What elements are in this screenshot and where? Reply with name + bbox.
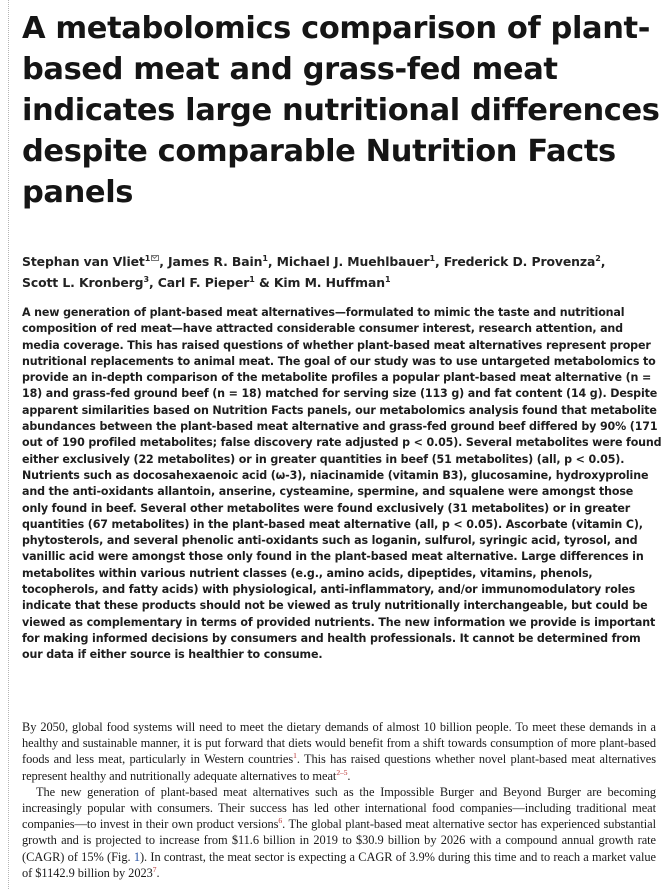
article-body [22,719,656,881]
body-text-run: By 2050, global food systems will need to meet the dietary demands of almost 10 billion people. To meet these demands in a healthy and sustainable manner, it is put forward that diets would benefit from a shift towards consumption of more plant-based foods and less meat, particularly in Western countries [22,720,656,767]
figure-link[interactable]: 1 [133,849,140,864]
citation-ref[interactable]: 1 [293,751,297,761]
body-text-run: The new generation of plant-based meat alternatives such as the Impossible Burger and Beyond Burger are becoming increasingly popular with consumers. Their success has led other international food companies—including traditional meat companies—to invest in their own product versions [22,784,656,832]
citation-ref[interactable]: 6 [278,816,283,826]
email-icon[interactable] [151,255,159,261]
author-name[interactable]: Kim M. Huffman [273,275,385,290]
affiliation-marker[interactable]: 1 [429,254,435,263]
body-text-run: . [156,865,160,880]
author-name[interactable]: Stephan van Vliet [22,254,145,269]
affiliation-marker[interactable]: 1 [262,254,268,263]
body-text-run: . [347,768,351,783]
author-list: Stephan van Vliet$^1$ , James R. Bain$^1$, Michael J. Muehlbauer$^1$, Frederick D. Provenza$^2$, Scott L. Kronberg$^3$, Carl F. Pieper$^1$ & Kim M. Huffman$^1$ [22,254,606,290]
citation-ref[interactable]: 7 [152,864,157,874]
affiliation-marker[interactable]: 3 [143,275,149,284]
abstract: A new generation of plant-based meat alternatives—formulated to mimic the taste and nutritional composition of red meat—have attracted considerable consumer interest, research attention, and media coverage. This has raised questions of whether plant-based meat alternatives represent proper nutritional replacements to animal meat. The goal of our study was to use untargeted metabolomics to provide an in-depth comparison of the metabolite profiles a popular plant-based meat alternative (n = 18) and grass-fed ground beef (n = 18) matched for serving size (113 g) and fat content (14 g). Despite apparent similarities based on Nutrition Facts panels, our metabolomics analysis found that metabolite abundances between the plant-based meat alternative and grass-fed ground beef differed by 90% (171 out of 190 profiled metabolites; false discovery rate adjusted p < 0.05). Several metabolites were found either exclusively (22 metabolites) or in greater quantities in beef (51 metabolites) (all, p < 0.05). Nutrients such as docosahexaenoic acid (ω-3), niacinamide (vitamin B3), glucosamine, hydroxyproline and the anti-oxidants allantoin, anserine, cysteamine, spermine, and squalene were amongst those only found in beef. Several other metabolites were found exclusively (31 metabolites) or in greater quantities (67 metabolites) in the plant-based meat alternative (all, p < 0.05). Ascorbate (vitamin C), phytosterols, and several phenolic anti-oxidants such as loganin, sulfurol, syringic acid, tyrosol, and vanillic acid were amongst those only found in the plant-based meat alternative. Large differences in metabolites within various nutrient classes (e.g., amino acids, dipeptides, vitamins, phenols, tocopherols, and fatty acids) with physiological, anti-inflammatory, and/or immunomodulatory roles indicate that these products should not be viewed as truly nutritionally interchangeable, but could be viewed as complementary in terms of provided nutrients. The new information we provide is important for making informed decisions by consumers and health professionals. It cannot be determined from our data if either source is healthier to consume. [22,306,662,662]
body-text-run: ). In contrast, the meat sector is expecting a CAGR of 3.9% during this time and to reach a market value of $1142.9 billion by 2023 [22,849,656,880]
author-name[interactable]: Carl F. Pieper [157,275,250,290]
author-name[interactable]: Scott L. Kronberg [22,275,144,290]
affiliation-marker[interactable]: 1 [384,275,391,284]
affiliation-marker[interactable]: 1 [249,275,255,284]
author-name[interactable]: Michael J. Muehlbauer [276,254,430,269]
body-paragraph-1 [22,719,656,784]
body-text-run: . The global plant-based meat alternative sector has experienced substantial growth and is projected to increase from $11.6 billion in 2019 to $30.9 billion by 2026 with a compound annual growth rate (CAGR) of 15% (Fig. [22,817,656,864]
author-name[interactable]: Frederick D. Provenza [443,254,596,269]
author-name[interactable]: James R. Bain [168,254,263,269]
affiliation-marker[interactable]: 2 [595,254,601,263]
body-text-run: . This has raised questions whether novel plant-based meat alternatives represent healthy and nutritionally adequate alternatives to meat [22,752,656,783]
body-paragraph-2 [22,784,656,881]
margin-rule [8,0,9,889]
citation-ref[interactable]: 2–5 [336,767,348,777]
affiliation-marker[interactable]: 1 [144,254,151,263]
article-title: A metabolomics comparison of plant-based meat and grass-fed meat indicates large nutritional differences despite comparable Nutrition Facts panels [22,11,660,210]
